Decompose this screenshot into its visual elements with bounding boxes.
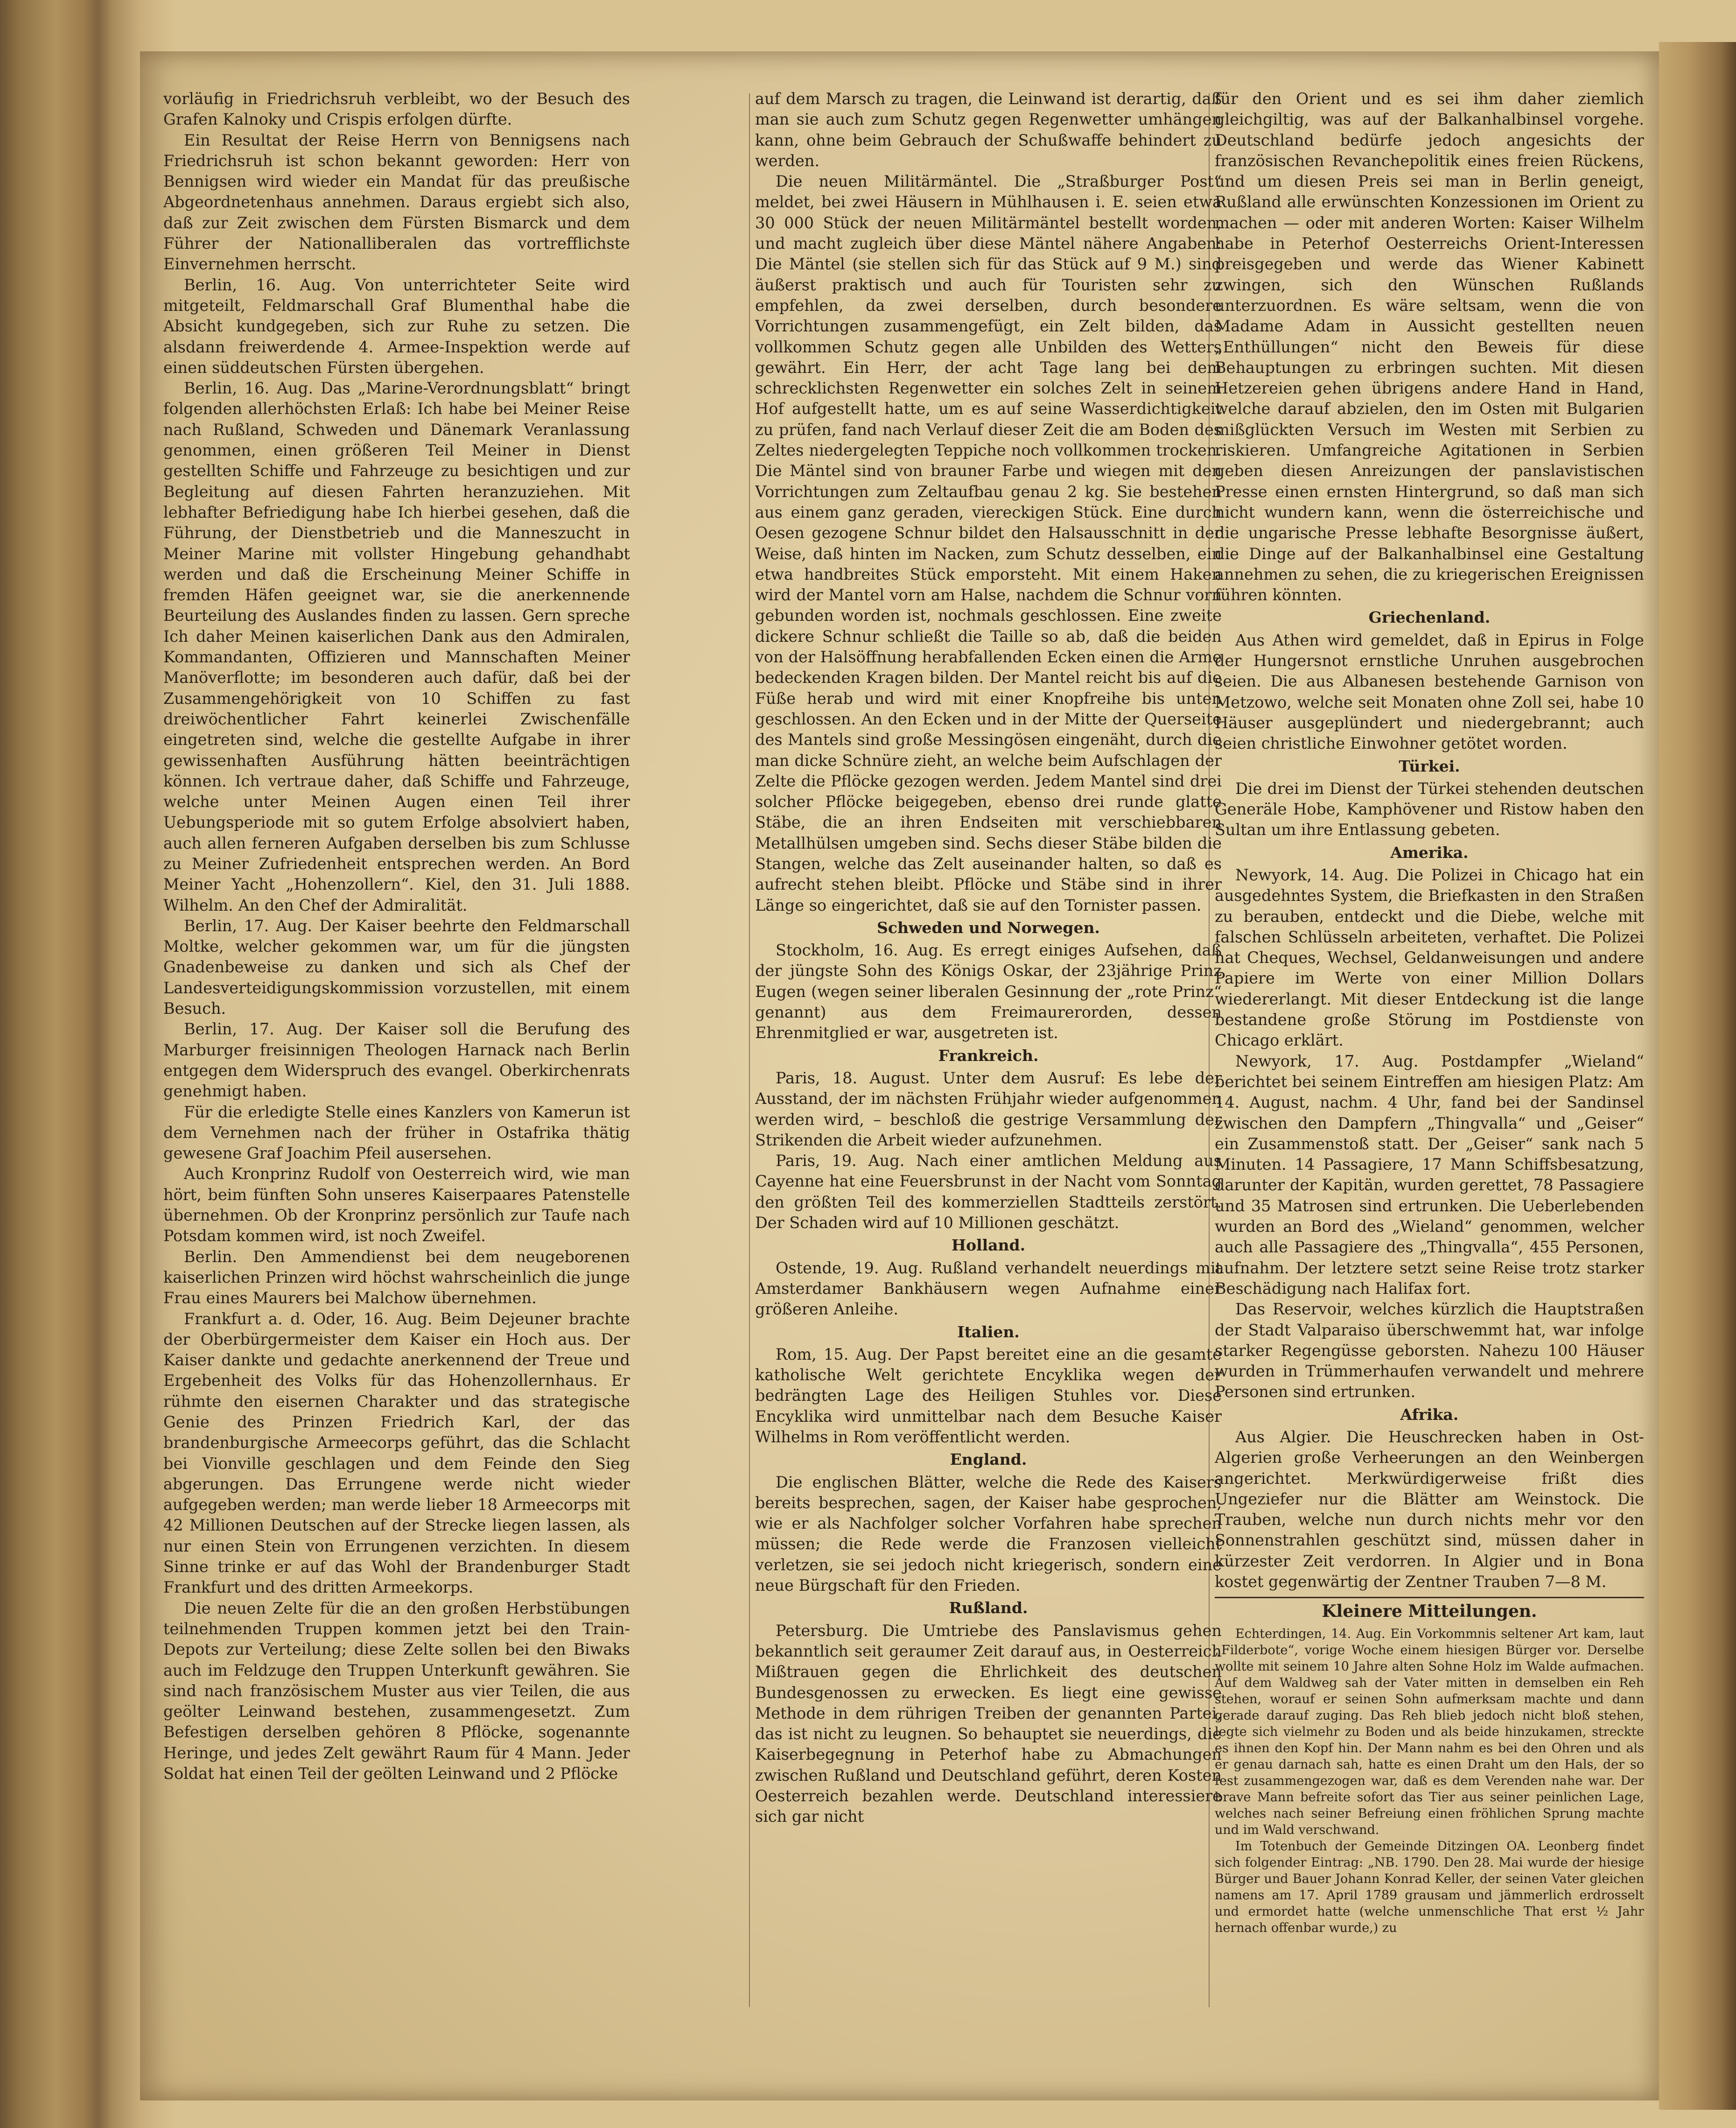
section-heading: Rußland. bbox=[949, 1599, 1028, 1617]
article-paragraph: Newyork, 17. Aug. Postdampfer „Wieland“ berichtet bei seinem Eintreffen am hiesigen Platz: Am 14. August, nachm. 4 Uhr, fand bei der Sandinsel zwischen den Dampfern „Thingvalla“ und „Geiser“ ein Zusammenstoß statt. Der „Geiser“ sank nach 5 Minuten. 14 Passagiere, 17 Mann Schiffsbesatzung, darunter der Kapitän, wurden gerettet, 78 Passagiere und 35 Matrosen sind ertrunken. Die Ueberlebenden wurden an Bord des „Wieland“ genommen, welcher auch alle Passagiere des „Thingvalla“, 455 Personen, aufnahm. Der letztere setzt seine Reise trotz starker Beschädigung nach Halifax fort. bbox=[1215, 1052, 1644, 1298]
article-paragraph: Die englischen Blätter, welche die Rede des Kaisers bereits besprechen, sagen, der Kaiser habe gesprochen, wie er als Nachfolger solcher Vorfahren habe sprechen müssen; die Rede werde die Franzosen vielleicht verletzen, sie sei jedoch nicht kriegerisch, sondern eine neue Bürgschaft für den Frieden. bbox=[755, 1473, 1222, 1595]
text-column-1 bbox=[163, 89, 630, 2026]
section-heading: Afrika. bbox=[1400, 1405, 1459, 1424]
section-heading: Frankreich. bbox=[938, 1046, 1039, 1065]
article-paragraph: auf dem Marsch zu tragen, die Leinwand ist derartig, daß man sie auch zum Schutz gegen Regenwetter umhängen kann, ohne beim Gebrauch der Schußwaffe behindert zu werden. bbox=[755, 90, 1222, 170]
article-paragraph: Berlin, 16. Aug. Von unterrichteter Seite wird mitgeteilt, Feldmarschall Graf Blumenthal habe die Absicht kundgegeben, sich zur Ruhe zu setzen. Die alsdann freiwerdende 4. Armee-Inspektion werde auf einen süddeutschen Fürsten übergehen. bbox=[163, 275, 630, 377]
article-paragraph: Aus Athen wird gemeldet, daß in Epirus in Folge der Hungersnot ernstliche Unruhen ausgebrochen seien. Die aus Albanesen bestehende Garnison von Metzowo, welche seit Monaten ohne Zoll sei, habe 10 Häuser ausgeplündert und niedergebrannt; auch seien christliche Einwohner getötet worden. bbox=[1215, 631, 1644, 753]
article-paragraph: Petersburg. Die Umtriebe des Panslavismus gehen bekanntlich seit geraumer Zeit darauf aus, in Oesterreich Mißtrauen gegen die Ehrlichkeit des deutschen Bundesgenossen zu erwecken. Es liegt eine gewisse Methode in dem rührigen Treiben der genannten Partei, das ist nicht zu leugnen. So behauptet sie neuerdings, die Kaiserbegegnung in Peterhof habe zu Abmachungen zwischen Rußland und Deutschland geführt, deren Kosten Oesterreich bezahlen werde. Deutschland interessiere sich gar nicht bbox=[755, 1621, 1222, 1826]
article-paragraph: Frankfurt a. d. Oder, 16. Aug. Beim Dejeuner brachte der Oberbürgermeister dem Kaiser ein Hoch aus. Der Kaiser dankte und gedachte anerkennend der Treue und Ergebenheit des Volks für das Hohenzollernhaus. Er rühmte den eisernen Charakter und das strategische Genie des Prinzen Friedrich Karl, der das brandenburgische Armeecorps geführt, das die Schlacht bei Vionville geschlagen und dem Feinde den Sieg abgerungen. Das Errungene werde nicht wieder aufgegeben werden; man werde lieber 18 Armeecorps mit 42 Millionen Deutschen auf der Strecke liegen lassen, als nur einen Stein von Errungenen verzichten. In diesem Sinne trinke er auf das Wohl der Brandenburger Stadt Frankfurt und des dritten Armeekorps. bbox=[163, 1309, 630, 1597]
article-paragraph: Die neuen Militärmäntel. Die „Straßburger Post“ meldet, bei zwei Häusern in Mühlhausen i. E. seien etwa 30 000 Stück der neuen Militärmäntel bestellt worden, und macht zugleich über diese Mäntel nähere Angaben: Die Mäntel (sie stellen sich für das Stück auf 9 M.) sind äußerst praktisch und auch für Touristen sehr zu empfehlen, da zwei derselben, durch besondere Vorrichtungen zusammengefügt, ein Zelt bilden, das vollkommen Schutz gegen alle Unbilden des Wetters gewährt. Ein Herr, der acht Tage lang bei dem schrecklichsten Regenwetter ein solches Zelt in seinem Hof aufgestellt hatte, um es auf seine Wasserdichtigkeit zu prüfen, fand nach Verlauf dieser Zeit die am Boden des Zeltes niedergelegten Teppiche noch vollkommen trocken. Die Mäntel sind von brauner Farbe und wiegen mit den Vorrichtungen zum Zeltaufbau genau 2 kg. Sie bestehen aus einem ganz geraden, viereckigen Stück. Eine durch Oesen gezogene Schnur bildet den Halsausschnitt in der Weise, daß hinten im Nacken, zum Schutz desselben, ein etwa handbreites Stück emporsteht. Mit einem Haken wird der Mantel vorn am Halse, nachdem die Schnur vorn gebunden worden ist, nochmals geschlossen. Eine zweite dickere Schnur schließt die Taille so ab, daß die beiden von der Halsöffnung herabfallenden Ecken einen die Arme bedeckenden Kragen bilden. Der Mantel reicht bis auf die Füße herab und wird mit einer Knopfreihe bis unten geschlossen. An den Ecken und in der Mitte der Querseite des Mantels sind große Messingösen eingenäht, durch die man dicke Schnüre zieht, an welche beim Aufschlagen der Zelte die Pflöcke gezogen werden. Jedem Mantel sind drei solcher Pflöcke beigegeben, ebenso drei runde glatte Stäbe, die an ihren Endseiten mit verschiebbaren Metallhülsen umgeben sind. Sechs dieser Stäbe bilden die Stangen, welche das Zelt auseinander halten, so daß es aufrecht stehen bleibt. Pflöcke und Stäbe sind in ihrer Länge so eingerichtet, daß sie auf den Tornister passen. bbox=[755, 172, 1222, 914]
article-paragraph: Das Reservoir, welches kürzlich die Hauptstraßen der Stadt Valparaiso überschwemmt hat, war infolge starker Regengüsse geborsten. Nahezu 100 Häuser wurden in Trümmerhaufen verwandelt und mehrere Personen sind ertrunken. bbox=[1215, 1300, 1644, 1401]
section-heading: Türkei. bbox=[1399, 757, 1460, 775]
article-paragraph: Ostende, 19. Aug. Rußland verhandelt neuerdings mit Amsterdamer Bankhäusern wegen Aufnahme einer größeren Anleihe. bbox=[755, 1258, 1222, 1319]
section-heading: England. bbox=[950, 1450, 1027, 1469]
article-paragraph: Berlin, 17. Aug. Der Kaiser soll die Berufung des Marburger freisinnigen Theologen Harnack nach Berlin entgegen dem Widerspruch des evangel. Oberkirchenrats genehmigt haben. bbox=[163, 1020, 630, 1101]
article-paragraph: Stockholm, 16. Aug. Es erregt einiges Aufsehen, daß der jüngste Sohn des Königs Oskar, der 23jährige Prinz Eugen (wegen seiner liberalen Gesinnung der „rote Prinz“ genannt) aus dem Freimaurerorden, dessen Ehrenmitglied er war, ausgetreten ist. bbox=[755, 941, 1222, 1042]
article-paragraph: Berlin, 17. Aug. Der Kaiser beehrte den Feldmarschall Moltke, welcher gekommen war, um für die jüngsten Gnadenbeweise zu danken und sich als Chef der Landesverteidigungskommission vorzustellen, mit einem Besuch. bbox=[163, 916, 630, 1018]
section-heading: Griechenland. bbox=[1368, 608, 1491, 627]
article-paragraph: Auch Kronprinz Rudolf von Oesterreich wird, wie man hört, beim fünften Sohn unseres Kaiserpaares Patenstelle übernehmen. Ob der Kronprinz persönlich zur Taufe nach Potsdam kommen wird, ist noch Zweifel. bbox=[163, 1165, 630, 1245]
article-paragraph: Berlin, 16. Aug. Das „Marine-Verordnungsblatt“ bringt folgenden allerhöchsten Erlaß: Ich habe bei Meiner Reise nach Rußland, Schweden und Dänemark Veranlassung genommen, einen größeren Teil Meiner in Dienst gestellten Schiffe und Fahrzeuge zu besichtigen und zur Begleitung auf diesen Fahrten heranzuziehen. Mit lebhafter Befriedigung habe Ich hierbei gesehen, daß die Führung, der Dienstbetrieb und die Manneszucht in Meiner Marine mit vollster Hingebung gehandhabt werden und daß die Erscheinung Meiner Schiffe in fremden Häfen geeignet war, sie die anerkennende Beurteilung des Auslandes finden zu lassen. Gern spreche Ich daher Meinen kaiserlichen Dank aus den Admiralen, Kommandanten, Offizieren und Mannschaften Meiner Manöverflotte; im besonderen auch dafür, daß bei der Zusammengehörigkeit von 10 Schiffen zu fast dreiwöchentlicher Fahrt keinerlei Zwischenfälle eingetreten sind, welche die gestellte Aufgabe in ihrer gewissenhaften Ausführung hätten beeinträchtigen können. Ich vertraue daher, daß Schiffe und Fahrzeuge, welche unter Meinen Augen einen Teil ihrer Uebungsperiode mit so gutem Erfolge absolviert haben, auch allen ferneren Aufgaben derselben bis zum Schlusse zu Meiner Zufriedenheit entsprechen werden. An Bord Meiner Yacht „Hohenzollern“. Kiel, den 31. Juli 1888. Wilhelm. An den Chef der Admiralität. bbox=[163, 379, 630, 914]
section-heading: Schweden und Norwegen. bbox=[877, 918, 1100, 937]
article-paragraph: Für die erledigte Stelle eines Kanzlers von Kamerun ist dem Vernehmen nach der früher in Ostafrika thätig gewesene Graf Joachim Pfeil ausersehen. bbox=[163, 1103, 630, 1163]
article-paragraph: Newyork, 14. Aug. Die Polizei in Chicago hat ein ausgedehntes System, die Briefkasten in den Straßen zu berauben, entdeckt und die Diebe, welche mit falschen Schlüsseln arbeiteten, verhaftet. Die Polizei hat Cheques, Wechsel, Geldanweisungen und andere Papiere im Werte von einer Million Dollars wiedererlangt. Mit dieser Entdeckung ist die lange bestandene große Störung im Postdienste von Chicago erklärt. bbox=[1215, 865, 1644, 1050]
article-paragraph: für den Orient und es sei ihm daher ziemlich gleichgiltig, was auf der Balkanhalbinsel vorgehe. Deutschland bedürfe jedoch angesichts der französischen Revanchepolitik eines freien Rückens, und um diesen Preis sei man in Berlin geneigt, Rußland alle erwünschten Konzessionen im Orient zu machen — oder mit anderen Worten: Kaiser Wilhelm habe in Peterhof Oesterreichs Orient-Interessen preisgegeben und werde das Wiener Kabinett zwingen, sich den Wünschen Rußlands unterzuordnen. Es wäre seltsam, wenn die von Madame Adam in Aussicht gestellten neuen „Enthüllungen“ nicht den Beweis für diese Behauptungen zu erbringen suchten. Mit diesen Hetzereien gehen übrigens andere Hand in Hand, welche darauf abzielen, den im Osten mit Bulgarien mißglückten Versuch im Westen mit Serbien zu riskieren. Umfangreiche Agitationen in Serbien geben diesen Anreizungen der panslavistischen Presse einen ernsten Hintergrund, so daß man sich nicht wundern kann, wenn die österreichische und die ungarische Presse lebhafte Besorgnisse äußert, die Dinge auf der Balkanhalbinsel eine Gestaltung annehmen zu sehen, die zu kriegerischen Ereignissen führen könnten. bbox=[1215, 90, 1644, 604]
article-paragraph: Ein Resultat der Reise Herrn von Bennigsens nach Friedrichsruh ist schon bekannt geworden: Herr von Bennigsen wird wieder ein Mandat für das preußische Abgeordnetenhaus annehmen. Daraus ergiebt sich also, daß zur Zeit zwischen dem Fürsten Bismarck und dem Führer der Nationalliberalen das vortrefflichste Einvernehmen herrscht. bbox=[163, 131, 630, 274]
short-notice-paragraph: Echterdingen, 14. Aug. Ein Vorkommnis seltener Art kam, laut „Filderbote“, vorige Woche einem hiesigen Bürger vor. Derselbe wollte mit seinem 10 Jahre alten Sohne Holz im Walde aufmachen. Auf dem Waldweg sah der Vater mitten in demselben ein Reh stehen, worauf er seinen Sohn aufmerksam machte und dann gerade darauf zuging. Das Reh blieb jedoch nicht bloß stehen, legte sich vielmehr zu Boden und als beide hinzukamen, streckte es ihnen den Kopf hin. Der Mann nahm es bei den Ohren und als er genau darnach sah, hatte es einen Draht um den Hals, der so fest zusammengezogen war, daß es dem Verenden nahe war. Der brave Mann befreite sofort das Tier aus seiner peinlichen Lage, welches nach seiner Befreiung einen fröhlichen Sprung machte und im Wald verschwand. bbox=[1215, 1626, 1644, 1837]
article-paragraph: Die neuen Zelte für die an den großen Herbstübungen teilnehmenden Truppen kommen jetzt bei den Train-Depots zur Verteilung; diese Zelte sollen bei den Biwaks auch im Feldzuge den Truppen Unterkunft gewähren. Sie sind nach französischem Muster aus vier Teilen, die aus geölter Leinwand bestehen, zusammengesetzt. Zum Befestigen derselben gehören 8 Pflöcke, sogenannte Heringe, und jedes Zelt gewährt Raum für 4 Mann. Jeder Soldat hat einen Teil der geölten Leinwand und 2 Pflöcke bbox=[163, 1599, 630, 1783]
article-paragraph: Paris, 19. Aug. Nach einer amtlichen Meldung aus Cayenne hat eine Feuersbrunst in der Nacht vom Sonntag den größten Teil des kommerziellen Stadtteils zerstört. Der Schaden wird auf 10 Millionen geschätzt. bbox=[755, 1152, 1222, 1232]
article-paragraph: Berlin. Den Ammendienst bei dem neugeborenen kaiserlichen Prinzen wird höchst wahrscheinlich die junge Frau eines Maurers bei Malchow übernehmen. bbox=[163, 1247, 630, 1307]
article-paragraph: Die drei im Dienst der Türkei stehenden deutschen Generäle Hobe, Kamphövener und Ristow haben den Sultan um ihre Entlassung gebeten. bbox=[1215, 779, 1644, 839]
section-heading: Italien. bbox=[957, 1322, 1020, 1341]
section-heading: Amerika. bbox=[1390, 843, 1469, 862]
short-notice-paragraph: Im Totenbuch der Gemeinde Ditzingen OA. Leonberg findet sich folgender Eintrag: „NB. 1790. Den 28. Mai wurde der hiesige Bürger und Bauer Johann Konrad Keller, der seinen Vater gleichen namens am 17. April 1789 grausam und jämmerlich erdrosselt und ermordet hatte (welche unmenschliche That erst ½ Jahr hernach offenbar wurde,) zu bbox=[1215, 1839, 1644, 1935]
section-heading: Holland. bbox=[951, 1236, 1026, 1255]
text-column-2 bbox=[755, 89, 1222, 2026]
article-paragraph: Paris, 18. August. Unter dem Ausruf: Es lebe der Ausstand, der im nächsten Frühjahr wieder aufgenommen werden wird, – beschloß die gestrige Versammlung der Strikenden die Arbeit wieder aufzunehmen. bbox=[755, 1068, 1222, 1149]
kleinere-mitteilungen-title: Kleinere Mitteilungen. bbox=[1322, 1601, 1537, 1622]
section-rule bbox=[1215, 1597, 1644, 1598]
article-paragraph: vorläufig in Friedrichsruh verbleibt, wo der Besuch des Grafen Kalnoky und Crispis erfolgen dürfte. bbox=[163, 90, 630, 129]
article-paragraph: Rom, 15. Aug. Der Papst bereitet eine an die gesamte katholische Welt gerichtete Encyklika wegen der bedrängten Lage des Heiligen Stuhles vor. Diese Encyklika wird unmittelbar nach dem Besuche Kaiser Wilhelms in Rom veröffentlicht werden. bbox=[755, 1345, 1222, 1446]
text-column-3 bbox=[1215, 89, 1644, 2026]
column-divider bbox=[749, 93, 750, 2007]
article-paragraph: Aus Algier. Die Heuschrecken haben in Ost-Algerien große Verheerungen an den Weinbergen angerichtet. Merkwürdigerweise frißt dies Ungeziefer nur die Blätter am Weinstock. Die Trauben, welche nun durch nichts mehr vor den Sonnenstrahlen geschützt sind, müssen daher in kürzester Zeit verdorren. In Algier und in Bona kostet gegenwärtig der Zentner Trauben 7—8 M. bbox=[1215, 1428, 1644, 1591]
page-stack-edge bbox=[1659, 42, 1736, 2110]
